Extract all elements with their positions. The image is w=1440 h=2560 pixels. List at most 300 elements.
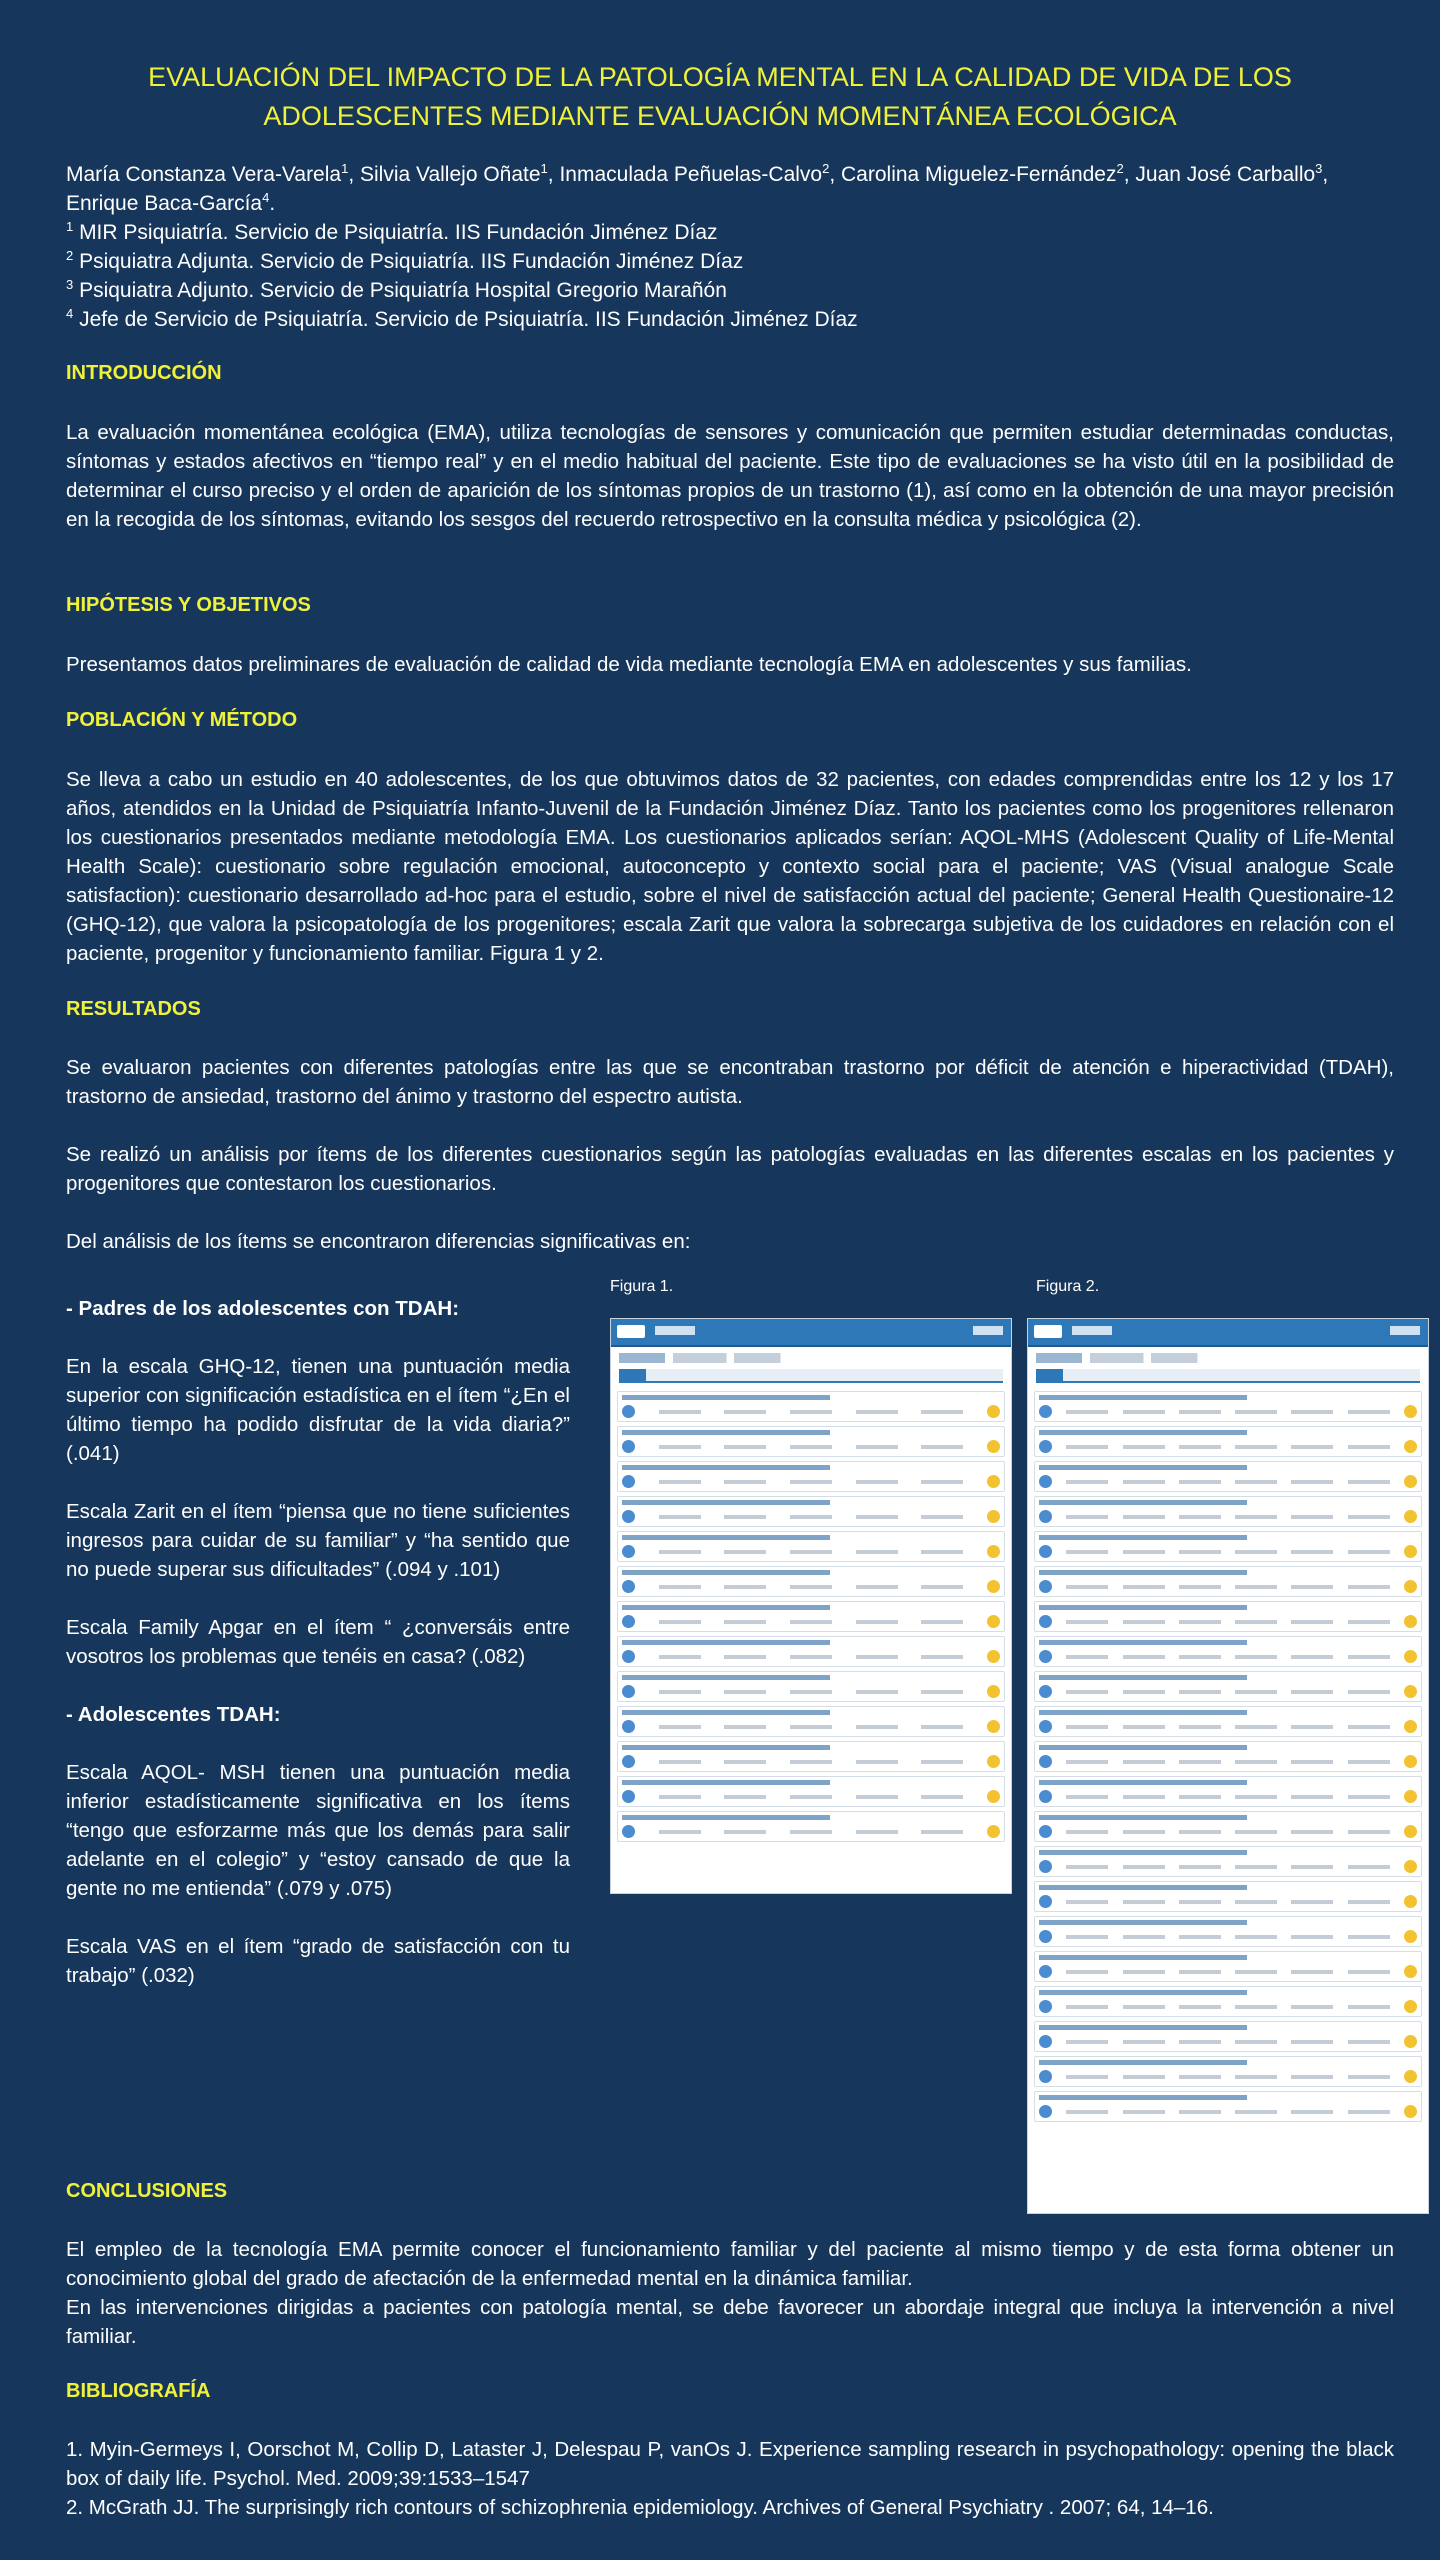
smiley-face-icon [1404, 1685, 1417, 1698]
sad-face-icon [622, 1650, 635, 1663]
intro-heading: INTRODUCCIÓN [66, 362, 222, 384]
question-text-placeholder [622, 1675, 830, 1680]
answer-option-placeholder [1235, 2110, 1277, 2114]
answer-option-placeholder [659, 1585, 701, 1589]
answer-row [622, 1685, 1000, 1698]
answer-option-placeholder [1235, 2040, 1277, 2044]
answer-option-placeholder [1123, 1550, 1165, 1554]
smiley-face-icon [1404, 1580, 1417, 1593]
questionnaire-item [1034, 1601, 1422, 1632]
answer-option-placeholder [1123, 1480, 1165, 1484]
affiliation [66, 305, 1396, 334]
questionnaire-item [617, 1391, 1005, 1422]
answer-option-placeholder [1348, 1865, 1390, 1869]
answer-option-placeholder [1179, 1970, 1221, 1974]
answer-option-placeholder [1179, 1900, 1221, 1904]
answer-option-placeholder [1179, 1620, 1221, 1624]
answer-option-placeholder [1291, 1935, 1333, 1939]
question-text-placeholder [1039, 1395, 1247, 1400]
answer-option-placeholder [659, 1795, 701, 1799]
answer-option-placeholder [659, 1445, 701, 1449]
answer-option-placeholder [1123, 1620, 1165, 1624]
sad-face-icon [1039, 1720, 1052, 1733]
answer-row [1039, 1615, 1417, 1628]
answer-option-placeholder [1179, 1760, 1221, 1764]
figure-1-tabs [619, 1369, 1003, 1383]
answer-option-placeholder [724, 1830, 766, 1834]
answer-option-placeholder [856, 1690, 898, 1694]
answer-option-placeholder [1123, 1935, 1165, 1939]
answer-option-placeholder [856, 1445, 898, 1449]
answer-option-placeholder [1066, 1935, 1108, 1939]
answer-option-placeholder [1291, 1480, 1333, 1484]
answer-option-placeholder [1066, 1865, 1108, 1869]
answer-option-placeholder [790, 1445, 832, 1449]
answer-option-placeholder [1066, 1410, 1108, 1414]
answer-option-placeholder [1066, 1620, 1108, 1624]
answer-option-placeholder [1123, 1760, 1165, 1764]
questionnaire-item [617, 1636, 1005, 1667]
author-name: . [269, 192, 276, 215]
smiley-face-icon [1404, 1825, 1417, 1838]
smiley-face-icon [1404, 2105, 1417, 2118]
answer-row [622, 1720, 1000, 1733]
answer-option-placeholder [1123, 1900, 1165, 1904]
answer-option-placeholder [1348, 1935, 1390, 1939]
answer-option-placeholder [1235, 1550, 1277, 1554]
figure-2-questions [1028, 1391, 1428, 2122]
answer-option-placeholder [921, 1690, 963, 1694]
questionnaire-item [617, 1461, 1005, 1492]
answer-option-placeholder [1291, 1900, 1333, 1904]
sad-face-icon [622, 1685, 635, 1698]
answer-row [622, 1405, 1000, 1418]
answer-option-placeholder [1348, 1655, 1390, 1659]
answer-option-placeholder [1179, 2005, 1221, 2009]
answer-option-placeholder [790, 1585, 832, 1589]
answer-option-placeholder [790, 1725, 832, 1729]
answer-row [1039, 1790, 1417, 1803]
smiley-face-icon [1404, 2000, 1417, 2013]
answer-option-placeholder [724, 1795, 766, 1799]
answer-option-placeholder [659, 1620, 701, 1624]
questionnaire-item [617, 1496, 1005, 1527]
questionnaire-item [617, 1531, 1005, 1562]
answer-row [1039, 2070, 1417, 2083]
question-text-placeholder [622, 1605, 830, 1610]
teens-finding-1: Escala AQOL- MSH tienen una puntuación media inferior estadísticamente significativa en los ítems “tengo que esforzarme más que los demás para salir adelante en el colegio” y “estoy cansado de que la gente no me entienda” (.079 y .075) [66, 1761, 570, 1900]
sad-face-icon [622, 1790, 635, 1803]
answer-option-placeholder [790, 1410, 832, 1414]
smiley-face-icon [987, 1475, 1000, 1488]
smiley-face-icon [1404, 1790, 1417, 1803]
answer-option-placeholder [1123, 1690, 1165, 1694]
answer-option-placeholder [921, 1515, 963, 1519]
app-header-label [1072, 1326, 1112, 1335]
answer-option-placeholder [921, 1410, 963, 1414]
answer-option-placeholder [1179, 1690, 1221, 1694]
answer-option-placeholder [1123, 2005, 1165, 2009]
answer-option-placeholder [1348, 1900, 1390, 1904]
answer-option-placeholder [1291, 1620, 1333, 1624]
answer-option-placeholder [1348, 1620, 1390, 1624]
sad-face-icon [1039, 1825, 1052, 1838]
answer-option-placeholder [1348, 1760, 1390, 1764]
sad-face-icon [1039, 1930, 1052, 1943]
answer-option-placeholder [1179, 1935, 1221, 1939]
smiley-face-icon [987, 1685, 1000, 1698]
smiley-face-icon [1404, 1720, 1417, 1733]
answer-option-placeholder [790, 1515, 832, 1519]
answer-option-placeholder [921, 1445, 963, 1449]
answer-option-placeholder [1066, 1515, 1108, 1519]
answer-option-placeholder [1123, 1445, 1165, 1449]
answer-option-placeholder [790, 1480, 832, 1484]
affiliation-text: Psiquiatra Adjunto. Servicio de Psiquiatría Hospital Gregorio Marañón [73, 279, 727, 302]
smiley-face-icon [987, 1510, 1000, 1523]
answer-option-placeholder [1066, 2075, 1108, 2079]
answer-option-placeholder [1291, 1795, 1333, 1799]
questionnaire-item [1034, 1741, 1422, 1772]
answer-option-placeholder [1235, 2075, 1277, 2079]
questionnaire-item [1034, 1496, 1422, 1527]
smiley-face-icon [987, 1720, 1000, 1733]
question-text-placeholder [1039, 1990, 1247, 1995]
answer-row [1039, 1930, 1417, 1943]
answer-option-placeholder [1235, 1935, 1277, 1939]
answer-row [1039, 1405, 1417, 1418]
question-text-placeholder [1039, 1640, 1247, 1645]
question-text-placeholder [1039, 1955, 1247, 1960]
answer-option-placeholder [856, 1550, 898, 1554]
questionnaire-item [1034, 1391, 1422, 1422]
smiley-face-icon [987, 1405, 1000, 1418]
answer-option-placeholder [1348, 1515, 1390, 1519]
answer-option-placeholder [1235, 1865, 1277, 1869]
answer-option-placeholder [1066, 1585, 1108, 1589]
answer-row [622, 1615, 1000, 1628]
conclusions-paragraph-2: En las intervenciones dirigidas a pacientes con patología mental, se debe favorecer un abordaje integral que incluya la intervención a nivel familiar. [66, 2296, 1394, 2348]
smiley-face-icon [987, 1440, 1000, 1453]
answer-option-placeholder [724, 1550, 766, 1554]
answer-option-placeholder [856, 1585, 898, 1589]
question-text-placeholder [1039, 1815, 1247, 1820]
answer-option-placeholder [659, 1760, 701, 1764]
question-text-placeholder [1039, 1675, 1247, 1680]
smiley-face-icon [1404, 1930, 1417, 1943]
affiliation-sup: 2 [66, 248, 74, 263]
author-sup: 4 [262, 190, 270, 205]
app-user-label [973, 1326, 1003, 1335]
author-name: , Inmaculada Peñuelas-Calvo [547, 163, 823, 186]
answer-option-placeholder [1235, 1515, 1277, 1519]
smiley-face-icon [987, 1615, 1000, 1628]
answer-option-placeholder [1348, 2040, 1390, 2044]
sad-face-icon [1039, 1860, 1052, 1873]
affiliation-sup: 3 [66, 277, 74, 292]
answer-option-placeholder [659, 1550, 701, 1554]
question-text-placeholder [1039, 1885, 1247, 1890]
answer-option-placeholder [1066, 1655, 1108, 1659]
question-text-placeholder [1039, 1500, 1247, 1505]
answer-option-placeholder [1123, 1795, 1165, 1799]
questionnaire-item [1034, 1531, 1422, 1562]
reference-2: 2. McGrath JJ. The surprisingly rich contours of schizophrenia epidemiology. Archives of General Psychiatry . 2007; 64, 14–16. [66, 2496, 1214, 2519]
answer-option-placeholder [659, 1725, 701, 1729]
answer-option-placeholder [724, 1690, 766, 1694]
answer-option-placeholder [1123, 1970, 1165, 1974]
answer-option-placeholder [1235, 1655, 1277, 1659]
author-name: , Silvia Vallejo Oñate [348, 163, 541, 186]
answer-option-placeholder [790, 1690, 832, 1694]
answer-option-placeholder [724, 1480, 766, 1484]
answer-option-placeholder [856, 1795, 898, 1799]
method-heading: POBLACIÓN Y MÉTODO [66, 709, 298, 731]
answer-option-placeholder [724, 1515, 766, 1519]
answer-option-placeholder [659, 1515, 701, 1519]
answer-option-placeholder [1235, 1410, 1277, 1414]
answer-option-placeholder [1123, 1585, 1165, 1589]
answer-row [1039, 1860, 1417, 1873]
answer-option-placeholder [856, 1410, 898, 1414]
sad-face-icon [622, 1720, 635, 1733]
questionnaire-item [1034, 1986, 1422, 2017]
answer-row [1039, 1825, 1417, 1838]
answer-row [1039, 1440, 1417, 1453]
answer-option-placeholder [1348, 1725, 1390, 1729]
questionnaire-item [1034, 1846, 1422, 1877]
answer-row [622, 1440, 1000, 1453]
answer-option-placeholder [921, 1830, 963, 1834]
answer-row [1039, 1475, 1417, 1488]
sad-face-icon [1039, 1440, 1052, 1453]
answer-option-placeholder [1235, 1970, 1277, 1974]
parents-finding-1: En la escala GHQ-12, tienen una puntuación media superior con significación estadística en el ítem “¿En el último tiempo ha podido disfrutar de la vida diaria?” (.041) [66, 1355, 570, 1465]
answer-row [622, 1650, 1000, 1663]
question-text-placeholder [622, 1430, 830, 1435]
answer-option-placeholder [856, 1620, 898, 1624]
questionnaire-item [617, 1776, 1005, 1807]
answer-option-placeholder [1123, 2110, 1165, 2114]
bibliography-heading: BIBLIOGRAFÍA [66, 2380, 211, 2402]
answer-option-placeholder [921, 1480, 963, 1484]
answer-option-placeholder [724, 1760, 766, 1764]
answer-option-placeholder [921, 1550, 963, 1554]
answer-option-placeholder [1123, 1865, 1165, 1869]
answer-option-placeholder [1123, 1410, 1165, 1414]
question-text-placeholder [622, 1710, 830, 1715]
question-text-placeholder [622, 1500, 830, 1505]
answer-option-placeholder [1066, 2040, 1108, 2044]
answer-option-placeholder [1291, 2040, 1333, 2044]
author-name: , [1322, 163, 1329, 186]
smiley-face-icon [987, 1580, 1000, 1593]
teens-heading: - Adolescentes TDAH: [66, 1703, 281, 1726]
answer-option-placeholder [724, 1445, 766, 1449]
author-name: , Carolina Miguelez-Fernández [829, 163, 1117, 186]
hypothesis-text: Presentamos datos preliminares de evaluación de calidad de vida mediante tecnología EMA en adolescentes y sus familias. [66, 653, 1192, 676]
questionnaire-item [1034, 1566, 1422, 1597]
questionnaire-item [1034, 1636, 1422, 1667]
questionnaire-item [1034, 1426, 1422, 1457]
answer-option-placeholder [1348, 1550, 1390, 1554]
answer-option-placeholder [1348, 1480, 1390, 1484]
question-text-placeholder [1039, 2025, 1247, 2030]
sad-face-icon [1039, 2000, 1052, 2013]
answer-option-placeholder [1123, 2040, 1165, 2044]
answer-option-placeholder [1066, 1760, 1108, 1764]
answer-option-placeholder [1291, 2075, 1333, 2079]
question-text-placeholder [1039, 1605, 1247, 1610]
teens-finding-2: Escala VAS en el ítem “grado de satisfacción con tu trabajo” (.032) [66, 1935, 570, 1987]
author-sup: 2 [822, 161, 830, 176]
question-text-placeholder [622, 1395, 830, 1400]
answer-option-placeholder [1291, 2005, 1333, 2009]
answer-option-placeholder [1348, 1970, 1390, 1974]
answer-option-placeholder [1291, 1515, 1333, 1519]
answer-option-placeholder [856, 1480, 898, 1484]
answer-option-placeholder [1179, 2075, 1221, 2079]
figure-2-label: Figura 2. [1036, 1278, 1100, 1295]
answer-option-placeholder [1179, 1410, 1221, 1414]
app-header-label [655, 1326, 695, 1335]
answer-option-placeholder [856, 1725, 898, 1729]
question-text-placeholder [622, 1640, 830, 1645]
answer-option-placeholder [1348, 1830, 1390, 1834]
sad-face-icon [1039, 1405, 1052, 1418]
results-heading: RESULTADOS [66, 998, 201, 1020]
question-text-placeholder [622, 1535, 830, 1540]
sad-face-icon [622, 1440, 635, 1453]
questionnaire-item [617, 1811, 1005, 1842]
smiley-face-icon [987, 1825, 1000, 1838]
questionnaire-item [617, 1566, 1005, 1597]
sad-face-icon [1039, 1545, 1052, 1558]
app-user-label [1390, 1326, 1420, 1335]
answer-option-placeholder [1179, 1445, 1221, 1449]
answer-option-placeholder [724, 1655, 766, 1659]
answer-option-placeholder [790, 1655, 832, 1659]
answer-option-placeholder [921, 1725, 963, 1729]
figure-1-app-header [611, 1319, 1011, 1347]
results-paragraph-2: Se realizó un análisis por ítems de los diferentes cuestionarios según las patologías evaluadas en las diferentes escalas en los pacientes y progenitores que contestaron los cuestionarios. [66, 1143, 1394, 1195]
answer-option-placeholder [1179, 1480, 1221, 1484]
answer-option-placeholder [1066, 2005, 1108, 2009]
answer-option-placeholder [724, 1410, 766, 1414]
question-text-placeholder [622, 1780, 830, 1785]
answer-option-placeholder [1066, 2110, 1108, 2114]
answer-row [1039, 1720, 1417, 1733]
questionnaire-item [1034, 1461, 1422, 1492]
questionnaire-item [1034, 2021, 1422, 2052]
hypothesis-heading: HIPÓTESIS Y OBJETIVOS [66, 594, 311, 616]
conclusions-paragraph-1: El empleo de la tecnología EMA permite conocer el funcionamiento familiar y del paciente al mismo tiempo y de esta forma obtener un conocimiento global del grado de afectación de la enfermedad mental en la dinámica familiar. [66, 2238, 1394, 2290]
answer-row [622, 1510, 1000, 1523]
answer-option-placeholder [1348, 1690, 1390, 1694]
answer-option-placeholder [1291, 1585, 1333, 1589]
smiley-face-icon [1404, 2070, 1417, 2083]
affiliation-sup: 4 [66, 306, 74, 321]
answer-option-placeholder [1066, 1445, 1108, 1449]
answer-option-placeholder [1291, 1445, 1333, 1449]
question-text-placeholder [1039, 1570, 1247, 1575]
answer-option-placeholder [1235, 1725, 1277, 1729]
author-name: María Constanza Vera-Varela [66, 163, 342, 186]
smiley-face-icon [1404, 1475, 1417, 1488]
answer-option-placeholder [659, 1410, 701, 1414]
questionnaire-item [617, 1671, 1005, 1702]
answer-option-placeholder [856, 1760, 898, 1764]
answer-row [1039, 1580, 1417, 1593]
questionnaire-item [1034, 2056, 1422, 2087]
question-text-placeholder [622, 1815, 830, 1820]
title-line-1: EVALUACIÓN DEL IMPACTO DE LA PATOLOGÍA MENTAL EN LA CALIDAD DE VIDA DE LOS [148, 62, 1292, 92]
reference-1: 1. Myin-Germeys I, Oorschot M, Collip D, Lataster J, Delespau P, vanOs J. Experience sampling research in psychopathology: opening the black box of daily life. Psychol. Med. 2009;39:1533–1547 [66, 2438, 1394, 2490]
poster-title [60, 58, 1380, 136]
figure-2-screenshot [1027, 1318, 1429, 2214]
author-sup: 1 [341, 161, 349, 176]
smiley-face-icon [1404, 1965, 1417, 1978]
answer-option-placeholder [659, 1830, 701, 1834]
author-name: Enrique Baca-García [66, 192, 263, 215]
answer-option-placeholder [1179, 1865, 1221, 1869]
answer-option-placeholder [724, 1585, 766, 1589]
answer-option-placeholder [1123, 1830, 1165, 1834]
sad-face-icon [1039, 1965, 1052, 1978]
answer-option-placeholder [1179, 1655, 1221, 1659]
results-findings-column [66, 1294, 570, 2019]
questionnaire-item [1034, 1881, 1422, 1912]
questionnaire-item [1034, 1811, 1422, 1842]
answer-option-placeholder [1348, 1795, 1390, 1799]
results-paragraph-3: Del análisis de los ítems se encontraron diferencias significativas en: [66, 1230, 691, 1253]
affiliation-sup: 1 [66, 219, 74, 234]
question-text-placeholder [1039, 1780, 1247, 1785]
affiliation-text: Psiquiatra Adjunta. Servicio de Psiquiatría. IIS Fundación Jiménez Díaz [73, 250, 744, 273]
answer-row [1039, 2035, 1417, 2048]
answer-option-placeholder [1179, 1550, 1221, 1554]
figure-2-tabs [1036, 1369, 1420, 1383]
smiley-face-icon [1404, 1650, 1417, 1663]
sad-face-icon [1039, 1895, 1052, 1908]
smiley-face-icon [987, 1755, 1000, 1768]
question-text-placeholder [1039, 1465, 1247, 1470]
answer-option-placeholder [790, 1620, 832, 1624]
answer-option-placeholder [1066, 1900, 1108, 1904]
answer-row [1039, 1965, 1417, 1978]
sad-face-icon [622, 1580, 635, 1593]
answer-option-placeholder [659, 1480, 701, 1484]
answer-option-placeholder [1235, 1900, 1277, 1904]
smiley-face-icon [1404, 1615, 1417, 1628]
affiliation-text: Jefe de Servicio de Psiquiatría. Servicio de Psiquiatría. IIS Fundación Jiménez Díaz [73, 308, 858, 331]
question-text-placeholder [622, 1465, 830, 1470]
figure-2-app-header [1028, 1319, 1428, 1347]
smiley-face-icon [1404, 1405, 1417, 1418]
answer-option-placeholder [1123, 1515, 1165, 1519]
answer-option-placeholder [659, 1690, 701, 1694]
answer-row [622, 1790, 1000, 1803]
answer-row [1039, 1755, 1417, 1768]
answer-row [622, 1545, 1000, 1558]
author-name: , Juan José Carballo [1123, 163, 1316, 186]
answer-option-placeholder [1066, 1970, 1108, 1974]
answer-option-placeholder [1066, 1690, 1108, 1694]
answer-option-placeholder [1291, 1865, 1333, 1869]
questionnaire-item [1034, 1671, 1422, 1702]
question-text-placeholder [1039, 1920, 1247, 1925]
intro-text: La evaluación momentánea ecológica (EMA), utiliza tecnologías de sensores y comunicación que permiten estudiar determinadas conductas, síntomas y estados afectivos en “tiempo real” y en el medio habitual del paciente. Este tipo de evaluaciones se ha visto útil en la posibilidad de determinar el curso preciso y el orden de aparición de los síntomas propios de un trastorno (1), así como en la obtención de una mayor precisión en la recogida de los síntomas, evitando los sesgos del recuerdo retrospectivo en la consulta médica y psicológica (2). [66, 421, 1394, 531]
